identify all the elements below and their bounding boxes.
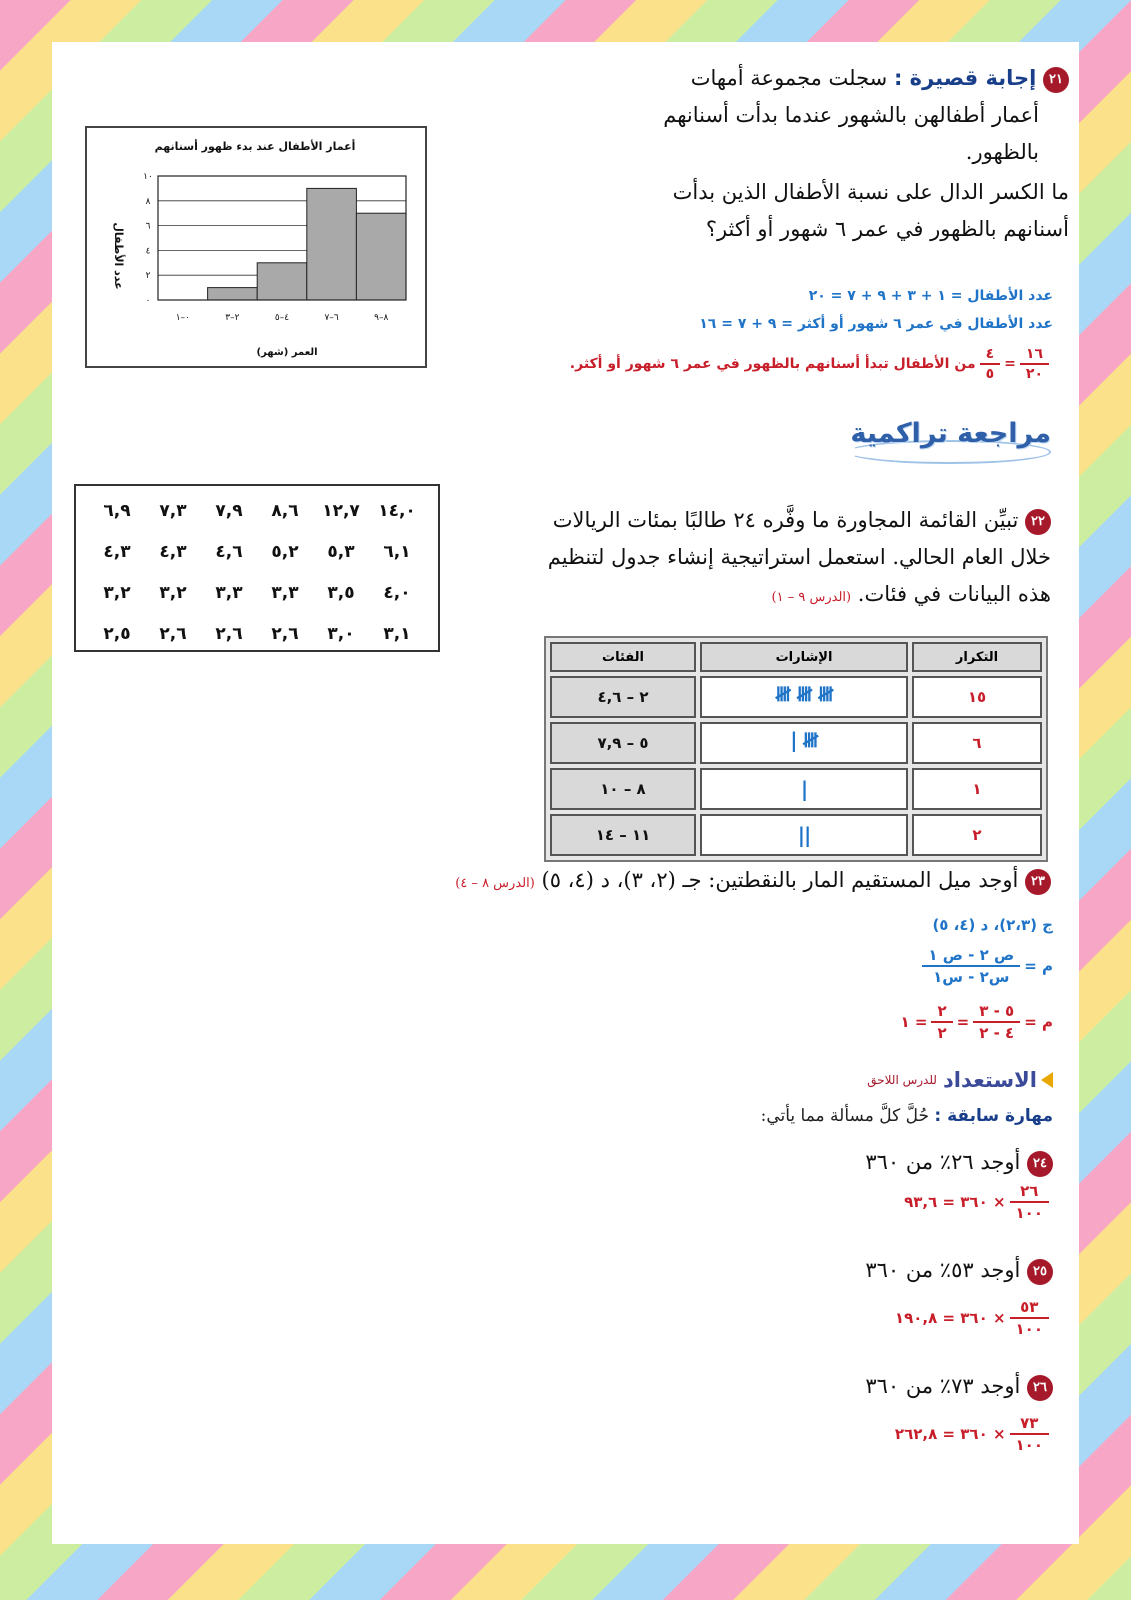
bar-2 [257, 263, 307, 300]
frequency-cell: ١٥ [912, 676, 1042, 718]
x-tick-label: ٦–٧ [324, 313, 339, 323]
prior-skill-line [761, 1106, 1053, 1126]
slope-fraction-2: $\frac{٢}{٢}$ [931, 1002, 952, 1042]
slope-calculation: م = $\frac{٥ - ٣}{٤ - ٢}$ = $\frac{٢}{٢}$ = ١ [900, 1002, 1053, 1042]
data-cell: ٣,٢ [159, 582, 187, 603]
category-cell: ٨ – ١٠ [550, 768, 696, 810]
x-tick-label: ٠–١ [175, 313, 190, 323]
frequency-row [550, 722, 1042, 764]
percent-fraction: $\frac{٥٣}{١٠٠}$ [1010, 1298, 1049, 1338]
question-26 [865, 1368, 1053, 1405]
question-number-badge: ٢٣ [1025, 869, 1051, 895]
y-tick-label: ١٠ [143, 172, 153, 182]
lesson-reference: (الدرس ٩ – ١) [771, 589, 852, 605]
frequency-table [544, 636, 1048, 862]
slope-fraction-1: $\frac{٥ - ٣}{٤ - ٢}$ [973, 1002, 1020, 1042]
chart-y-label: عدد الأطفال [112, 222, 125, 290]
answer-25 [895, 1298, 1053, 1338]
question-22 [491, 502, 1051, 612]
slope-formula [918, 946, 1053, 986]
data-cell: ٤,٣ [159, 541, 187, 562]
tally-cell: || [700, 814, 908, 856]
data-cell: ٧,٣ [159, 500, 187, 521]
question-text: هذه البيانات في فئات. [857, 581, 1051, 606]
question-25 [865, 1252, 1053, 1289]
answer-line-1: عدد الأطفال = ١ + ٣ + ٩ + ٧ = ٢٠ [808, 288, 1053, 304]
question-24 [865, 1144, 1053, 1181]
x-tick-label: ٤–٥ [274, 313, 290, 323]
histogram-svg [87, 128, 425, 366]
short-answer-heading: إجابة قصيرة : [893, 66, 1037, 90]
data-cell: ٢,٦ [215, 623, 243, 644]
savings-data-table [89, 490, 425, 654]
data-cell: ٥,٢ [271, 541, 299, 562]
frequency-cell: ١ [912, 768, 1042, 810]
question-text: أسنانهم بالظهور في عمر ٦ شهور أو أكثر؟ [705, 217, 1069, 241]
data-cell: ٣,٠ [327, 623, 355, 644]
bar-1 [208, 288, 258, 300]
preparation-title: الاستعداد [942, 1068, 1037, 1092]
category-cell: ٥ – ٧,٩ [550, 722, 696, 764]
data-cell: ٨,٦ [271, 500, 299, 521]
frequency-cell: ٦ [912, 722, 1042, 764]
chart-title: أعمار الأطفال عند بدء ظهور أسنانهم [154, 140, 356, 153]
fraction-16-20: $\frac{١٦}{٢٠}$ [1020, 346, 1049, 382]
header-freq: التكرار [912, 642, 1042, 672]
question-text: تبيِّن القائمة المجاورة ما وفَّره ٢٤ طالبًا بمئات الريالات [552, 508, 1019, 532]
percent-fraction: $\frac{٧٣}{١٠٠}$ [1010, 1414, 1049, 1454]
answer-26 [895, 1414, 1053, 1454]
answer-line-2: عدد الأطفال في عمر ٦ شهور أو أكثر = ٩ + ٧ = ١٦ [699, 316, 1053, 332]
question-text: أوجد ٢٦٪ من ٣٦٠ [865, 1150, 1021, 1174]
percent-fraction: $\frac{٢٦}{١٠٠}$ [1010, 1182, 1049, 1222]
review-title: مراجعة تراكمية [850, 418, 1051, 449]
x-tick-label: ٨–٩ [374, 313, 389, 323]
answer-24 [904, 1182, 1053, 1222]
frequency-row [550, 768, 1042, 810]
data-cell: ٤,٠ [383, 582, 411, 603]
category-cell: ٢ – ٤,٦ [550, 676, 696, 718]
frequency-cell: ٢ [912, 814, 1042, 856]
data-cell: ٢,٥ [103, 623, 131, 644]
bar-3 [307, 188, 357, 300]
question-21 [599, 60, 1069, 248]
data-cell: ٣,٣ [271, 582, 299, 603]
data-cell: ٣,٣ [215, 582, 243, 603]
question-text: أعمار أطفالهن بالشهور عندما بدأت أسنانهم [663, 102, 1039, 127]
prior-skill-text: حُلَّ كلَّ مسألة مما يأتي: [760, 1106, 929, 1126]
question-number-badge: ٢٢ [1025, 509, 1051, 535]
question-text: أوجد ٧٣٪ من ٣٦٠ [865, 1374, 1021, 1398]
bar-4 [356, 213, 406, 300]
data-cell: ٧,٩ [215, 500, 243, 521]
frequency-table-wrap [544, 636, 1048, 862]
answer-line-3: $\frac{١٦}{٢٠}$ = $\frac{٤}{٥}$ من الأطفال تبدأ أسنانهم بالظهور في عمر ٦ شهور أو أكثر. [570, 346, 1053, 382]
data-cell: ٣,٢ [103, 582, 131, 603]
slope-formula-fraction: $\frac{\text{ص ٢ - ص ١}}{\text{س٢ - س١}}$ [922, 946, 1020, 986]
y-tick-label: ٦ [145, 221, 151, 232]
fraction-4-5: $\frac{٤}{٥}$ [980, 346, 1001, 382]
answer-text: من الأطفال تبدأ أسنانهم بالظهور في عمر ٦ شهور أو أكثر. [569, 356, 976, 372]
data-cell: ١٢,٧ [322, 500, 360, 521]
triangle-icon [1041, 1072, 1053, 1088]
answer-text: × ٣٦٠ = ٢٦٢,٨ [894, 1425, 1006, 1443]
data-cell: ٢,٦ [159, 623, 187, 644]
y-tick-label: ٠ [145, 296, 151, 306]
frequency-row [550, 676, 1042, 718]
lesson-reference: (الدرس ٨ – ٤) [455, 876, 535, 891]
frequency-row [550, 814, 1042, 856]
data-cell: ٤,٦ [215, 541, 243, 562]
header-categories: الفئات [550, 642, 696, 672]
tally-cell: 𝍸 | [700, 722, 908, 764]
question-number-badge: ٢١ [1043, 67, 1069, 93]
category-cell: ١١ – ١٤ [550, 814, 696, 856]
question-23 [351, 862, 1051, 899]
answer-text: × ٣٦٠ = ٩٣,٦ [904, 1193, 1006, 1211]
savings-data-box [74, 484, 440, 652]
slope-result: = ١ [900, 1013, 928, 1031]
worksheet-page [52, 42, 1079, 1544]
data-row [89, 572, 425, 613]
question-number-badge: ٢٦ [1027, 1375, 1053, 1401]
y-tick-label: ٢ [145, 271, 151, 282]
teething-histogram [85, 126, 427, 368]
question-number-badge: ٢٤ [1027, 1151, 1053, 1177]
header-tally: الإشارات [700, 642, 908, 672]
data-cell: ٣,١ [383, 623, 411, 644]
question-text: ما الكسر الدال على نسبة الأطفال الذين بدأت [672, 180, 1069, 205]
data-cell: ٦,٩ [103, 500, 131, 521]
cumulative-review-banner [841, 418, 1051, 468]
slope-points: ج (٢،٣)، د (٤، ٥) [932, 916, 1053, 934]
y-tick-label: ٤ [145, 246, 151, 257]
question-text: أوجد ميل المستقيم المار بالنقطتين: جـ (٢، ٣)، د (٤، ٥) [541, 868, 1019, 892]
preparation-subtitle: للدرس اللاحق [867, 1073, 937, 1087]
answer-text: × ٣٦٠ = ١٩٠,٨ [894, 1309, 1006, 1327]
tally-cell: | [700, 768, 908, 810]
data-row [89, 490, 425, 531]
data-cell: ٢,٦ [271, 623, 299, 644]
data-row [89, 613, 425, 654]
question-number-badge: ٢٥ [1027, 1259, 1053, 1285]
question-text: سجلت مجموعة أمهات [690, 66, 888, 90]
x-tick-label: ٢–٣ [225, 313, 240, 323]
tally-cell: 𝍸 𝍸 𝍸 [700, 676, 908, 718]
data-row [89, 531, 425, 572]
question-text: أوجد ٥٣٪ من ٣٦٠ [865, 1258, 1021, 1282]
slope-label: م = [1024, 957, 1053, 975]
y-tick-label: ٨ [145, 196, 151, 207]
question-text: خلال العام الحالي. استعمل استراتيجية إنشاء جدول لتنظيم [547, 544, 1051, 569]
data-cell: ٤,٣ [103, 541, 131, 562]
data-cell: ٣,٥ [327, 582, 355, 603]
prior-skill-label: مهارة سابقة : [934, 1106, 1053, 1126]
chart-x-label: العمر (شهر) [256, 347, 318, 358]
question-text: بالظهور. [965, 139, 1039, 164]
data-cell: ٦,١ [383, 541, 411, 562]
data-cell: ٥,٣ [327, 541, 355, 562]
preparation-header [867, 1068, 1053, 1092]
data-cell: ١٤,٠ [378, 500, 416, 521]
